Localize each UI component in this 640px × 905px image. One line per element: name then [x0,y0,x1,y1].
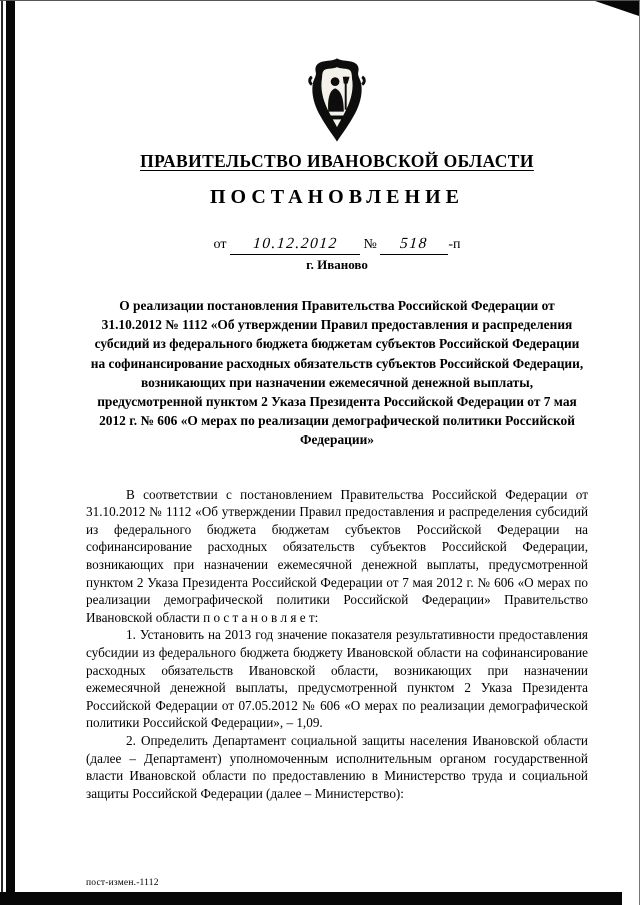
date-line [86,235,588,255]
document-content [86,1,588,802]
body-text [86,486,588,803]
city-label: г. Иваново [306,257,368,272]
scan-edge-left-thin [1,1,3,905]
body-paragraph-item2: 2. Определить Департамент социальной защиты населения Ивановской области (далее – Департамент) уполномоченным исполнительным органом государственной власти Ивановской области по предоставлению в Министерство труда и социальной защиты Российской Федерации (далее – Министерство): [86,732,588,801]
subject-title: О реализации постановления Правительства Российской Федерации от 31.10.2012 № 1112 «Об утверждении Правил предоставления и распределения субсидий из федерального бюджета бюджетам субъектов Российской Федерации на софинансирование расходных обязательств субъектов Российской Федерации, возникающих при назначении ежемесячной денежной выплаты, предусмотренной пунктом 2 Указа Президента Российской Федерации от 7 мая 2012 г. № 606 «О мерах по реализации демографической политики Российской Федерации» [90,298,584,448]
body-paragraph-item1: 1. Установить на 2013 год значение показателя результативности предоставления субсидии из федерального бюджета бюджету Ивановской области на софинансирование расходных обязательств Ивановской области, возникающих при назначении ежемесячной денежной выплаты, предусмотренной пунктом 2 Указа Президента Российской Федерации от 07.05.2012 № 606 «О мерах по реализации демографической политики Российской Федерации», – 1,09. [86,627,588,731]
org-title: ПРАВИТЕЛЬСТВО ИВАНОВСКОЙ ОБЛАСТИ [140,151,534,171]
body-paragraph-intro: В соответствии с постановлением Правительства Российской Федерации от 31.10.2012 № 1112 «Об утверждении Правил предоставления и распределения субсидий из федерального бюджета бюджетам субъектов Российской Федерации на софинансирование расходных обязательств субъектов Российской Федерации, возникающих при назначении ежемесячной денежной выплаты, предусмотренной пунктом 2 Указа Президента Российской Федерации от 7 мая 2012 г. № 606 «О мерах по реализации демографической политики Российской Федерации» Правительство Ивановской области п о с т а н о в л я е т: [86,486,588,625]
number-suffix: -п [448,237,461,252]
scan-edge-left [6,1,15,905]
ivanovo-coat-of-arms-icon [308,57,366,143]
number-label: № [363,237,377,252]
from-label: от [213,237,227,252]
doc-type-title: ПОСТАНОВЛЕНИЕ [210,186,464,208]
date-slot [230,235,360,255]
scan-corner-mark [595,1,639,16]
scan-edge-bottom [0,892,622,905]
footer-note: пост-измен.-1112 [86,878,159,888]
date-value: 10.12.2012 [252,235,338,252]
number-slot [380,235,448,255]
number-value: 518 [399,235,429,252]
